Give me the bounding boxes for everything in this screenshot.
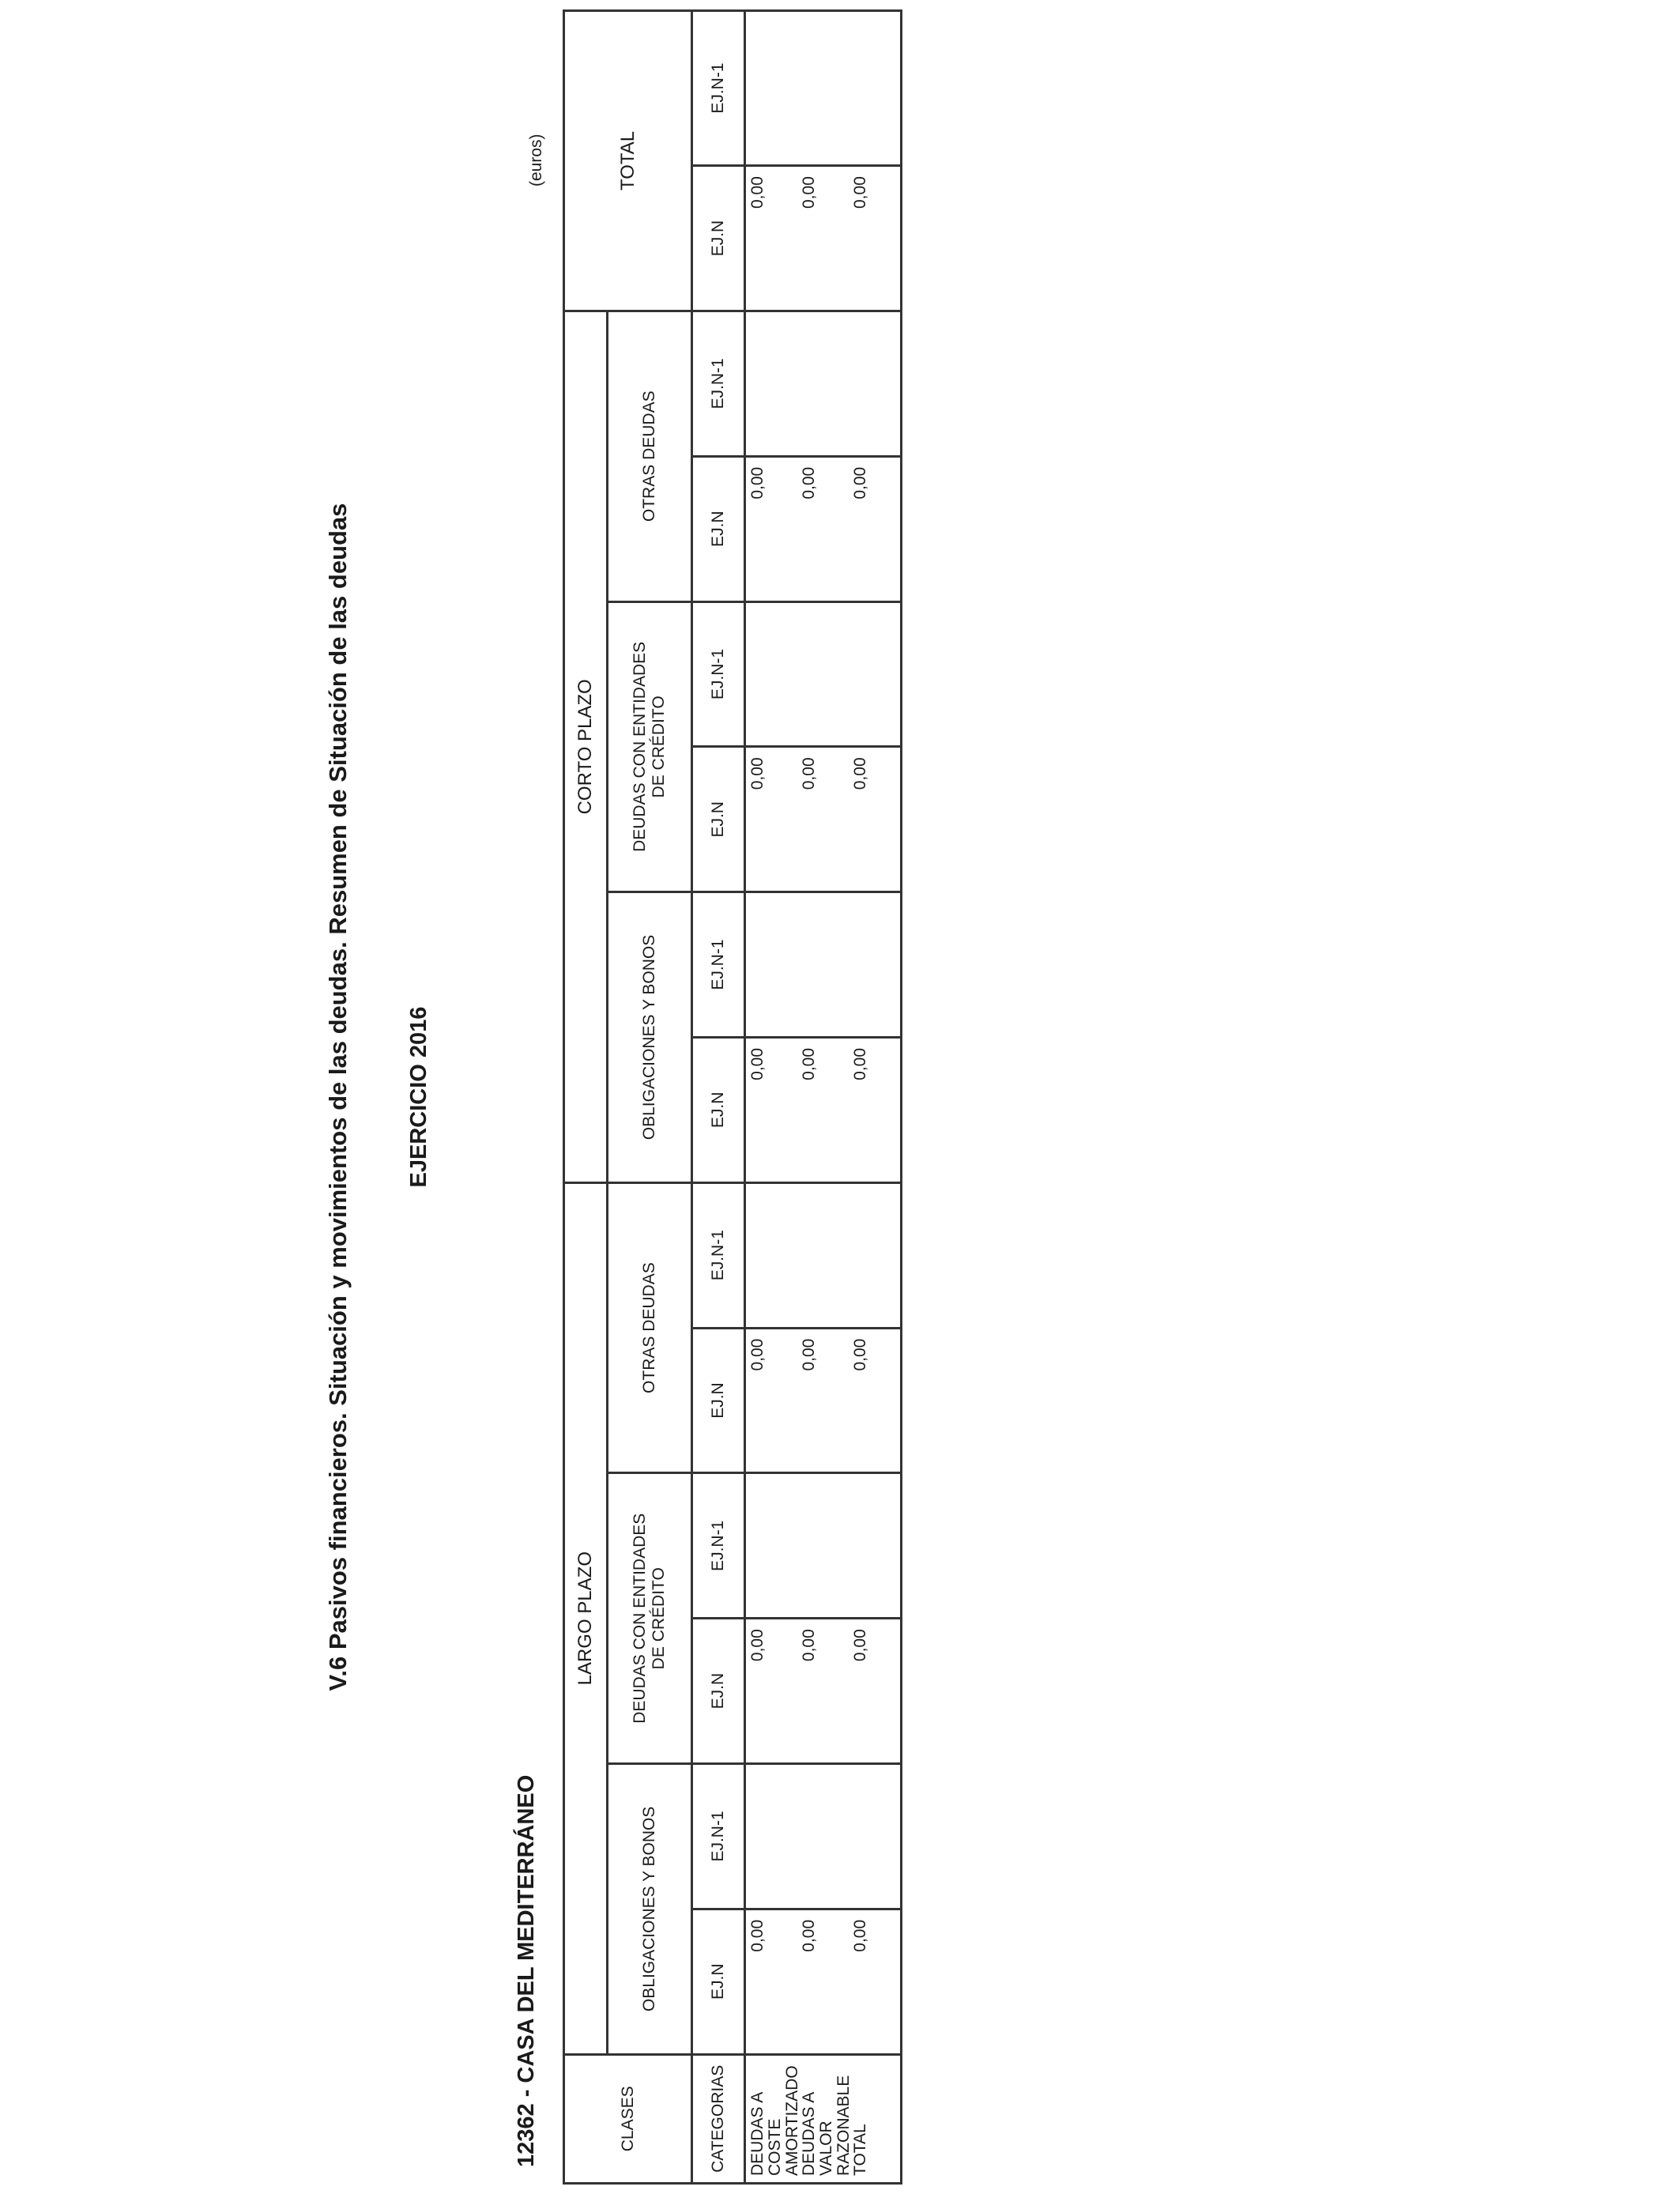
report-title: V.6 Pasivos financieros. Situación y movimientos de las deudas. Resumen de Situación de las deudas bbox=[324, 503, 352, 1691]
value: 0,00 bbox=[851, 757, 869, 790]
values-cell-ej-n bbox=[745, 1619, 902, 1764]
column-header-ej-n-1: EJ.N-1 bbox=[692, 11, 745, 166]
value bbox=[849, 1765, 900, 1908]
group-header-corto-plazo: CORTO PLAZO bbox=[564, 311, 608, 1182]
value: 0,00 bbox=[851, 1338, 869, 1371]
value bbox=[797, 312, 849, 455]
value: 0,00 bbox=[800, 1629, 818, 1662]
clases-header: CLASES bbox=[564, 2054, 692, 2183]
header-row-groups bbox=[564, 11, 608, 2184]
value: 0,00 bbox=[748, 1629, 767, 1662]
column-header-ej-n: EJ.N bbox=[692, 456, 745, 601]
value: 0,00 bbox=[748, 466, 767, 499]
values-cell-ej-n bbox=[745, 456, 902, 601]
column-header-ej-n-1: EJ.N-1 bbox=[692, 601, 745, 747]
value: 0,00 bbox=[748, 176, 767, 209]
value: 0,00 bbox=[800, 176, 818, 209]
value: 0,00 bbox=[800, 1338, 818, 1371]
value bbox=[849, 1474, 900, 1617]
values-cell-ej-n-1 bbox=[745, 1182, 902, 1328]
column-header-ej-n-1: EJ.N-1 bbox=[692, 892, 745, 1038]
debts-table bbox=[563, 9, 902, 2185]
value bbox=[746, 1474, 797, 1617]
column-header-ej-n-1: EJ.N-1 bbox=[692, 1764, 745, 1909]
entity-name: 12362 - CASA DEL MEDITERRÁNEO bbox=[514, 1774, 539, 2167]
value: 0,00 bbox=[851, 1629, 869, 1662]
categorias-header: CATEGORIAS bbox=[692, 2054, 745, 2183]
value: 0,00 bbox=[851, 466, 869, 499]
value bbox=[849, 312, 900, 455]
values-cell-ej-n-1 bbox=[745, 892, 902, 1038]
values-cell-ej-n bbox=[745, 1909, 902, 2054]
subgroup-header: DEUDAS CON ENTIDADES DE CRÉDITO bbox=[608, 601, 692, 892]
currency-unit: (euros) bbox=[527, 134, 545, 187]
value bbox=[746, 1184, 797, 1327]
value: 0,00 bbox=[800, 1047, 818, 1080]
column-header-ej-n-1: EJ.N-1 bbox=[692, 1182, 745, 1328]
value: 0,00 bbox=[800, 1919, 818, 1952]
column-header-ej-n: EJ.N bbox=[692, 1037, 745, 1182]
category-label: DEUDAS A COSTE AMORTIZADO bbox=[748, 2065, 801, 2176]
value: 0,00 bbox=[851, 1919, 869, 1952]
value bbox=[849, 1184, 900, 1327]
value: 0,00 bbox=[851, 1047, 869, 1080]
value bbox=[746, 893, 797, 1036]
value bbox=[797, 1474, 849, 1617]
subgroup-header: OTRAS DEUDAS bbox=[608, 311, 692, 601]
subgroup-header: OBLIGACIONES Y BONOS bbox=[608, 892, 692, 1183]
category-label: DEUDAS A VALOR RAZONABLE bbox=[800, 2075, 853, 2176]
value bbox=[849, 12, 900, 164]
category-label: TOTAL bbox=[851, 2124, 869, 2176]
values-cell-ej-n-1 bbox=[745, 1764, 902, 1909]
value: 0,00 bbox=[748, 1338, 767, 1371]
subgroup-header: OTRAS DEUDAS bbox=[608, 1182, 692, 1473]
value bbox=[746, 1765, 797, 1908]
report-subtitle: EJERCICIO 2016 bbox=[406, 1006, 431, 1188]
column-header-ej-n: EJ.N bbox=[692, 747, 745, 892]
column-header-ej-n: EJ.N bbox=[692, 1619, 745, 1764]
value bbox=[797, 1184, 849, 1327]
categories-cell bbox=[745, 2054, 902, 2183]
table-body-row bbox=[745, 11, 902, 2184]
header-row-columns bbox=[692, 11, 745, 2184]
subgroup-header: DEUDAS CON ENTIDADES DE CRÉDITO bbox=[608, 1473, 692, 1764]
value: 0,00 bbox=[800, 757, 818, 790]
value bbox=[797, 12, 849, 164]
values-cell-ej-n bbox=[745, 166, 902, 311]
value bbox=[746, 312, 797, 455]
column-header-ej-n: EJ.N bbox=[692, 1909, 745, 2054]
column-header-ej-n: EJ.N bbox=[692, 166, 745, 311]
column-header-ej-n-1: EJ.N-1 bbox=[692, 311, 745, 456]
value bbox=[797, 1765, 849, 1908]
value: 0,00 bbox=[748, 1919, 767, 1952]
values-cell-ej-n-1 bbox=[745, 311, 902, 456]
value: 0,00 bbox=[800, 466, 818, 499]
value: 0,00 bbox=[851, 176, 869, 209]
value bbox=[849, 603, 900, 746]
subgroup-header: OBLIGACIONES Y BONOS bbox=[608, 1764, 692, 2055]
value bbox=[797, 603, 849, 746]
values-cell-ej-n-1 bbox=[745, 601, 902, 747]
header-row-subgroups bbox=[608, 11, 692, 2184]
values-cell-ej-n-1 bbox=[745, 11, 902, 166]
total-header: TOTAL bbox=[564, 11, 692, 311]
group-header-largo-plazo: LARGO PLAZO bbox=[564, 1182, 608, 2054]
values-cell-ej-n bbox=[745, 1328, 902, 1473]
values-cell-ej-n-1 bbox=[745, 1473, 902, 1619]
column-header-ej-n-1: EJ.N-1 bbox=[692, 1473, 745, 1619]
column-header-ej-n: EJ.N bbox=[692, 1328, 745, 1473]
values-cell-ej-n bbox=[745, 1037, 902, 1182]
value bbox=[849, 893, 900, 1036]
values-cell-ej-n bbox=[745, 747, 902, 892]
value bbox=[746, 12, 797, 164]
value: 0,00 bbox=[748, 757, 767, 790]
value bbox=[746, 603, 797, 746]
value bbox=[797, 893, 849, 1036]
value: 0,00 bbox=[748, 1047, 767, 1080]
